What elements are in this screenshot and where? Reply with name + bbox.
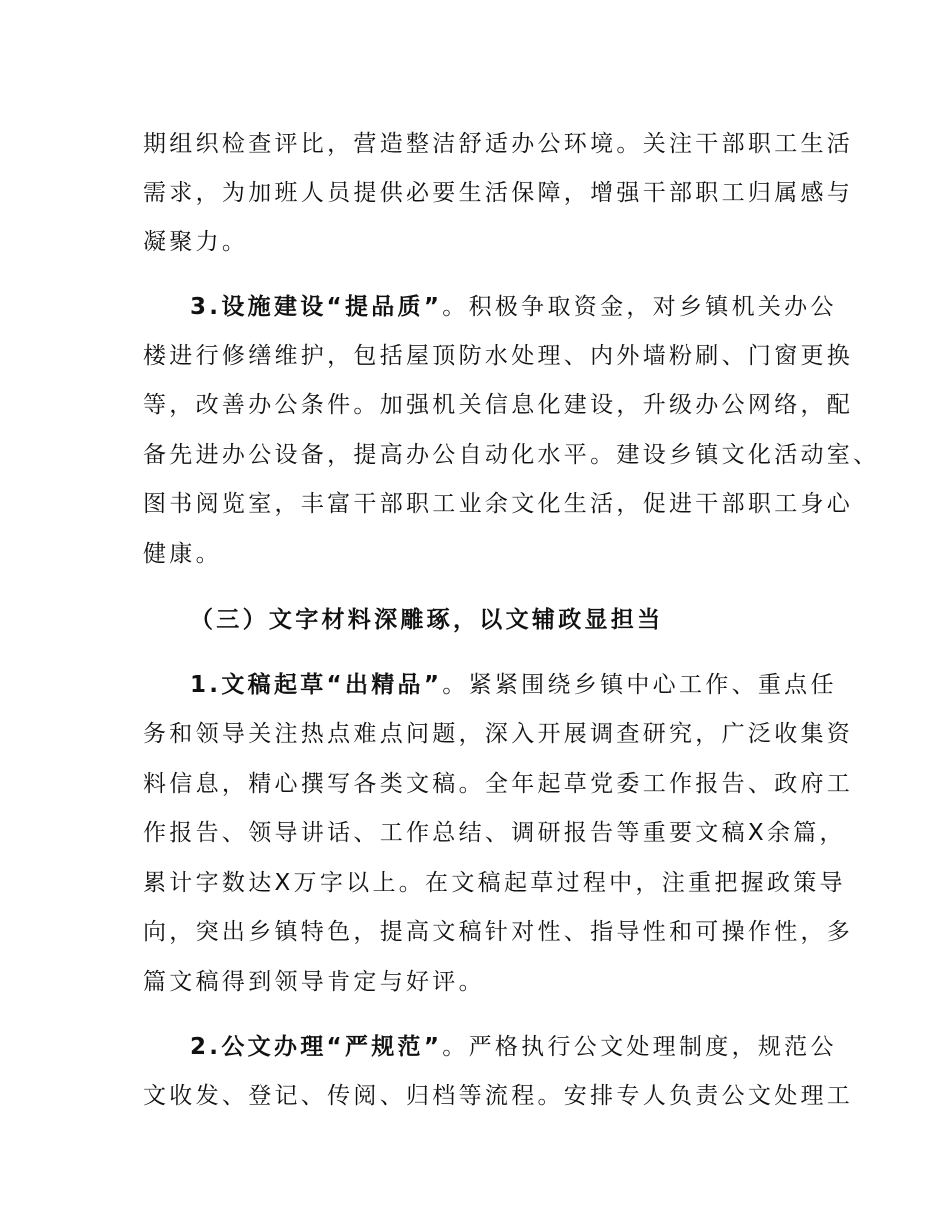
paragraph-line: 凝聚力。: [143, 229, 249, 255]
paragraph-first-line: [190, 669, 837, 701]
paragraph-line: 需求，为加班人员提供必要生活保障，增强干部职工归属感与: [143, 180, 854, 206]
paragraph-line: 备先进办公设备，提高办公自动化水平。建设乡镇文化活动室、: [143, 442, 880, 468]
paragraph-line: 文收发、登记、传阅、归档等流程。安排专人负责公文处理工: [143, 1083, 854, 1109]
paragraph-heading: 2.公文办理“严规范”: [190, 1034, 443, 1060]
paragraph-first-line: [190, 291, 837, 323]
paragraph-line: 料信息，精心撰写各类文稿。全年起草党委工作报告、政府工: [143, 771, 854, 797]
paragraph-line: 健康。: [143, 541, 222, 567]
paragraph-line: 期组织检查评比，营造整洁舒适办公环境。关注干部职工生活: [143, 131, 854, 157]
paragraph-line: 篇文稿得到领导肯定与好评。: [143, 969, 485, 995]
paragraph-text: 。紧紧围绕乡镇中心工作、重点任: [442, 672, 837, 698]
paragraph-line: 作报告、领导讲话、工作总结、调研报告等重要文稿X余篇，: [143, 820, 846, 846]
paragraph-line: 务和领导关注热点难点问题，深入开展调查研究，广泛收集资: [143, 721, 854, 747]
paragraph-heading: 1.文稿起草“出精品”: [190, 672, 443, 698]
paragraph-text: 。严格执行公文处理制度，规范公: [442, 1034, 837, 1060]
paragraph-line: 累计字数达X万字以上。在文稿起草过程中，注重把握政策导: [143, 870, 846, 896]
paragraph-first-line: [190, 1031, 837, 1063]
paragraph-line: 向，突出乡镇特色，提高文稿针对性、指导性和可操作性，多: [143, 919, 854, 945]
section-heading: （三）文字材料深雕琢，以文辅政显担当: [190, 607, 664, 633]
paragraph-line: 图书阅览室，丰富干部职工业余文化生活，促进干部职工身心: [143, 491, 854, 517]
paragraph-heading: 3.设施建设“提品质”: [190, 294, 443, 320]
paragraph-line: 等，改善办公条件。加强机关信息化建设，升级办公网络，配: [143, 392, 854, 418]
paragraph-line: 楼进行修缮维护，包括屋顶防水处理、内外墙粉刷、门窗更换: [143, 343, 854, 369]
paragraph-text: 。积极争取资金，对乡镇机关办公: [442, 294, 837, 320]
